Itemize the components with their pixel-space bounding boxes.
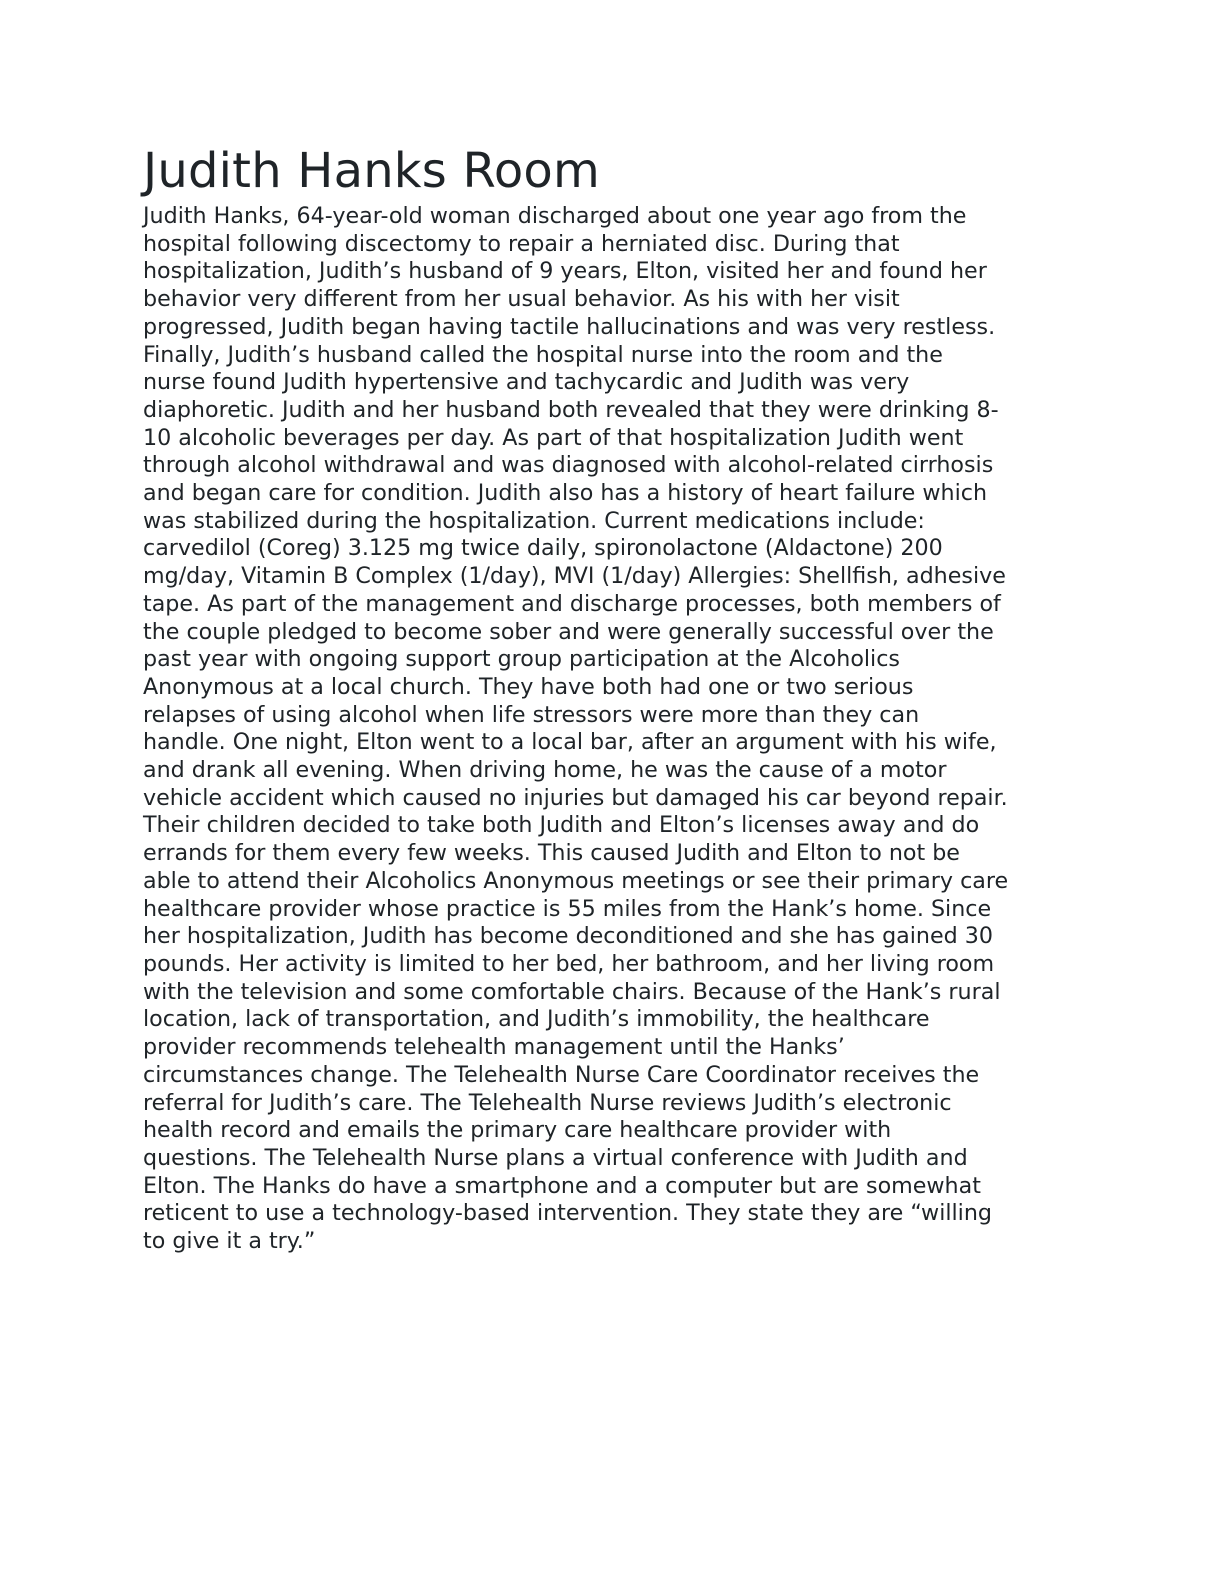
body-text-line: carvedilol (Coreg) 3.125 mg twice daily, spironolactone (Aldactone) 200 [143,535,943,562]
body-text-line: 10 alcoholic beverages per day. As part of that hospitalization Judith went [143,424,964,451]
document-title: Judith Hanks Room [143,143,600,199]
body-text-line: and began care for condition. Judith also has a history of heart failure which [143,480,988,507]
body-text-line: behavior very different from her usual behavior. As his with her visit [143,286,900,313]
body-text-line: and drank all evening. When driving home, he was the cause of a motor [143,757,947,784]
body-text-line: hospital following discectomy to repair a herniated disc. During that [143,230,900,257]
body-text-line: mg/day, Vitamin B Complex (1/day), MVI (1/day) Allergies: Shellfish, adhesive [143,563,1006,590]
body-text-line: referral for Judith’s care. The Telehealth Nurse reviews Judith’s electronic [143,1089,952,1116]
body-text-line: diaphoretic. Judith and her husband both revealed that they were drinking 8- [143,396,999,423]
body-text-line: nurse found Judith hypertensive and tachycardic and Judith was very [143,369,910,396]
body-text-line: was stabilized during the hospitalization. Current medications include: [143,507,925,534]
body-text-line: provider recommends telehealth management until the Hanks’ [143,1034,845,1061]
body-text-line: errands for them every few weeks. This caused Judith and Elton to not be [143,840,960,867]
body-text-line: Judith Hanks, 64-year-old woman discharged about one year ago from the [143,203,967,229]
body-text-line: circumstances change. The Telehealth Nurse Care Coordinator receives the [143,1061,980,1088]
body-text-line: past year with ongoing support group participation at the Alcoholics [143,646,900,673]
body-text-line: location, lack of transportation, and Judith’s immobility, the healthcare [143,1006,930,1033]
body-text-line: relapses of using alcohol when life stressors were more than they can [143,701,920,728]
body-text-line: questions. The Telehealth Nurse plans a virtual conference with Judith and [143,1144,968,1171]
body-text-line: hospitalization, Judith’s husband of 9 years, Elton, visited her and found her [143,258,987,285]
body-text-line: to give it a try.” [143,1228,316,1255]
document-content [143,142,1073,1256]
body-text-line: progressed, Judith began having tactile hallucinations and was very restless. [143,313,996,340]
body-text-line: able to attend their Alcoholics Anonymous meetings or see their primary care [143,867,1009,894]
body-text-line: through alcohol withdrawal and was diagnosed with alcohol-related cirrhosis [143,452,994,479]
body-text-line: tape. As part of the management and discharge processes, both members of [143,590,1001,617]
document-body [143,203,1073,1256]
body-text-line: with the television and some comfortable chairs. Because of the Hank’s rural [143,978,1001,1005]
body-text-line: handle. One night, Elton went to a local bar, after an argument with his wife, [143,729,997,756]
body-text-line: her hospitalization, Judith has become deconditioned and she has gained 30 [143,923,993,950]
body-text-line: reticent to use a technology-based intervention. They state they are “willing [143,1200,992,1227]
body-text-line: Elton. The Hanks do have a smartphone and a computer but are somewhat [143,1172,981,1199]
body-text-line: Finally, Judith’s husband called the hospital nurse into the room and the [143,341,943,368]
body-text-line: the couple pledged to become sober and were generally successful over the [143,618,994,645]
body-text-line: Their children decided to take both Judith and Elton’s licenses away and do [143,812,980,839]
body-text-line: healthcare provider whose practice is 55 miles from the Hank’s home. Since [143,895,992,922]
body-text-line: health record and emails the primary care healthcare provider with [143,1117,892,1144]
body-text-line: vehicle accident which caused no injuries but damaged his car beyond repair. [143,784,1008,811]
body-text-line: pounds. Her activity is limited to her bed, her bathroom, and her living room [143,950,995,977]
body-text-line: Anonymous at a local church. They have both had one or two serious [143,673,914,700]
